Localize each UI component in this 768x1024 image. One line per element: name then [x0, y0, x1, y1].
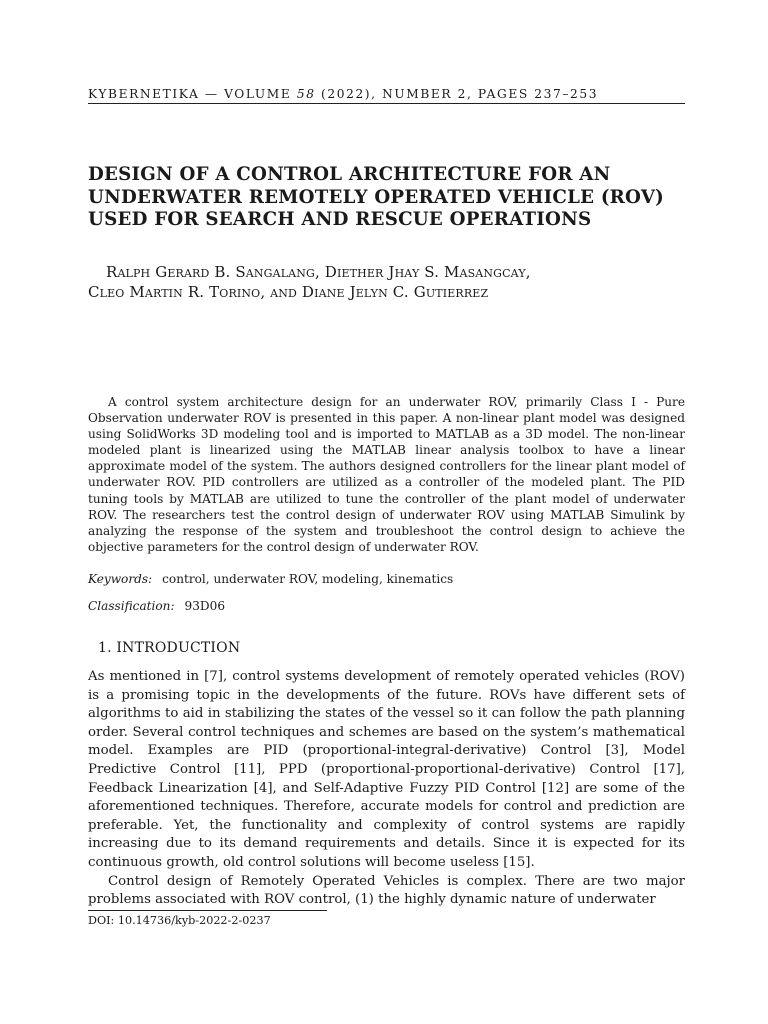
abstract-text: A control system architecture design for an underwater ROV, primarily Class I - Pure Observation underwater ROV is presented in this paper. A non-linear plant model was designed using SolidWorks 3D modeling tool and is imported to MATLAB as a 3D model. The non-linear modeled plant is linearized using the MATLAB linear analysis toolbox to have a linear approximate model of the system. The authors designed controllers for the linear plant model of underwater ROV. PID controllers are utilized as a controller of the modeled plant. The PID tuning tools by MATLAB are utilized to tune the controller of the plant model of underwater ROV. The researchers test the control design of underwater ROV using MATLAB Simulink by analyzing the response of the system and troubleshoot the control design to achieve the objective parameters for the control design of underwater ROV. — [88, 395, 685, 554]
journal-prefix: KYBERNETIKA — VOLUME — [88, 87, 297, 101]
author-list — [88, 262, 685, 302]
running-header — [88, 87, 685, 101]
title-line: DESIGN OF A CONTROL ARCHITECTURE FOR AN — [88, 164, 611, 185]
section-heading: 1. INTRODUCTION — [98, 640, 241, 656]
title-line: USED FOR SEARCH AND RESCUE OPERATIONS — [88, 209, 592, 230]
classification-value: 93D06 — [184, 599, 226, 613]
title-line: UNDERWATER REMOTELY OPERATED VEHICLE (ROV) — [88, 186, 665, 208]
paper-title — [88, 164, 685, 232]
footnote-rule — [88, 910, 327, 911]
author-line: Ralph Gerard B. Sangalang, Diether Jhay S. Masangcay, — [106, 263, 531, 281]
abstract — [88, 394, 685, 555]
keywords-value: control, underwater ROV, modeling, kinematics — [162, 572, 454, 586]
volume-number: 58 — [296, 87, 316, 101]
classification-label: Classification: — [88, 599, 175, 613]
introduction-body — [88, 668, 685, 910]
header-rule — [88, 103, 685, 104]
paper-page — [88, 0, 685, 1024]
author-line: Cleo Martin R. Torino, and Diane Jelyn C. Gutierrez — [88, 283, 489, 301]
journal-suffix: (2022), NUMBER 2, PAGES 237–253 — [315, 87, 599, 101]
body-paragraph: As mentioned in [7], control systems development of remotely operated vehicles (ROV) is a promising topic in the developments of the future. ROVs have different sets of algorithms to aid in stabilizing the states of the vessel so it can follow the path planning order. Several control techniques and schemes are based on the system’s mathematical model. Examples are PID (proportional-integral-derivative) Control [3], Model Predictive Control [11], PPD (proportional-proportional-derivative) Control [17], Feedback Linearization [4], and Self-Adaptive Fuzzy PID Control [12] are some of the aforementioned techniques. Therefore, accurate models for control and prediction are preferable. Yet, the functionality and complexity of control systems are rapidly increasing due to its demand requirements and details. Since it is expected for its continuous growth, old control solutions will become useless [15]. — [88, 669, 685, 870]
body-paragraph: Control design of Remotely Operated Vehicles is complex. There are two major problems associated with ROV control, (1) the highly dynamic nature of underwater — [88, 873, 685, 908]
keywords-label: Keywords: — [88, 572, 153, 586]
doi-footnote: DOI: 10.14736/kyb-2022-2-0237 — [88, 914, 271, 927]
classification — [88, 599, 225, 613]
keywords — [88, 572, 453, 586]
